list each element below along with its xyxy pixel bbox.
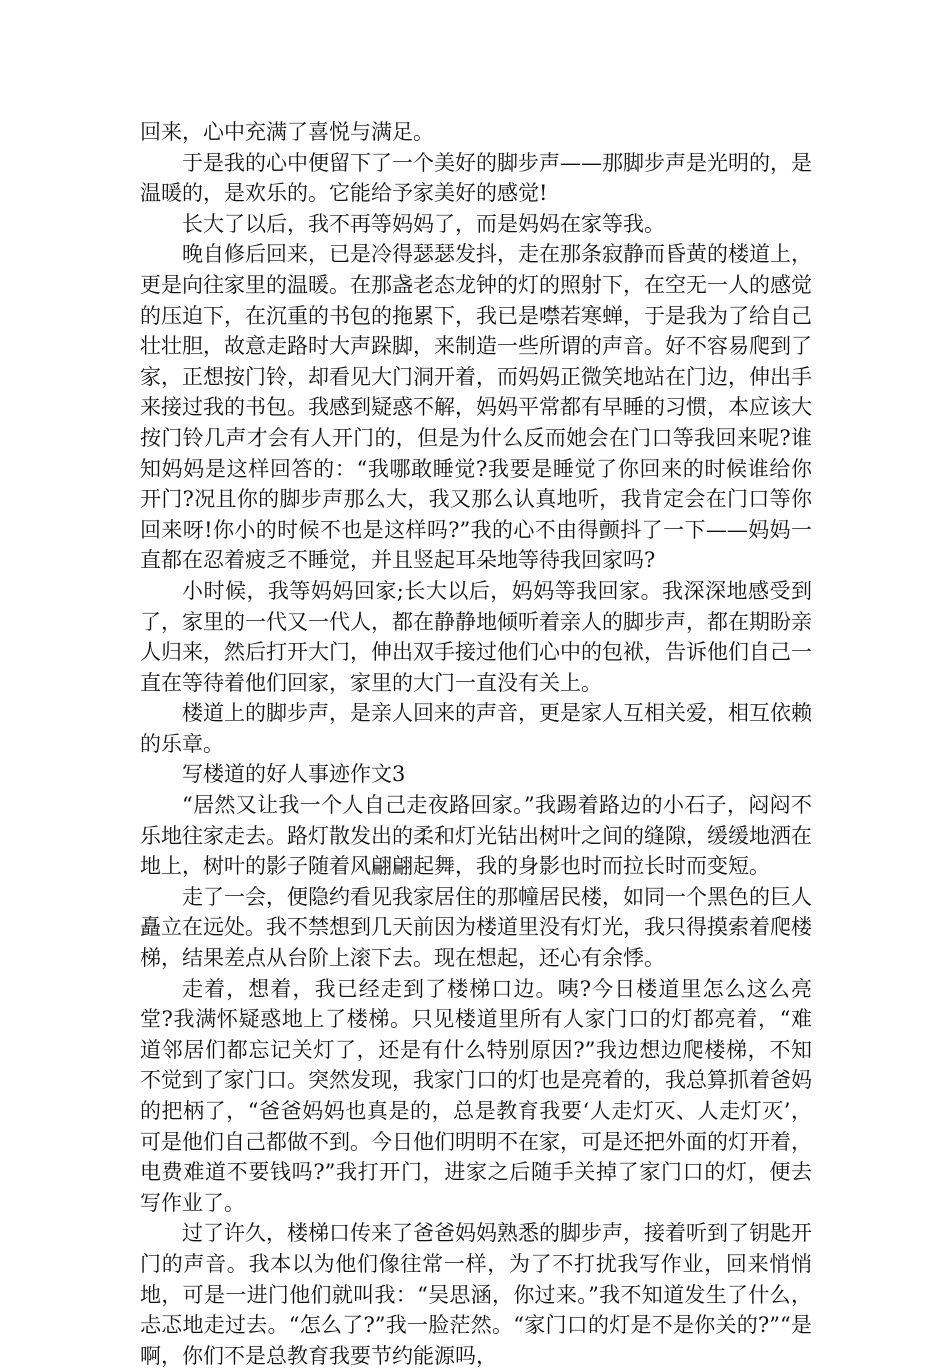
- paragraph-9: 走着，想着，我已经走到了楼梯口边。咦?今日楼道里怎么这么亮堂?我满怀疑惑地上了楼梯。只见楼道里所有人家门口的灯都亮着，“难道邻居们都忘记关灯了，还是有什么特别原因?”我边想边爬楼梯，不知不觉到了家门口。突然发现，我家门口的灯也是亮着的，我总算抓着爸妈的把柄了，“爸爸妈妈也真是的，总是教育我要‘人走灯灭、人走灯灭’，可是他们自己都做不到。今日他们明明不在家，可是还把外面的灯开着，电费难道不要钱吗?”我打开门，进家之后随手关掉了家门口的灯，便去写作业了。: [140, 976, 812, 1215]
- paragraph-7: “居然又让我一个人自己走夜路回家。”我踢着路边的小石子，闷闷不乐地往家走去。路灯散发出的柔和灯光钻出树叶之间的缝隙，缓缓地洒在地上，树叶的影子随着风翩翩起舞，我的身影也时而拉长时而变短。: [140, 793, 812, 879]
- paragraph-10: 过了许久，楼梯口传来了爸爸妈妈熟悉的脚步声，接着听到了钥匙开门的声音。我本以为他们像往常一样，为了不打扰我写作业，回来悄悄地，可是一进门他们就叫我：“吴思涵，你过来。”我不知道发生了什么，忐忑地走过去。“怎么了?”我一脸茫然。“家门口的灯是不是你关的?”“是啊，你们不是总教育我要节约能源吗，: [140, 1221, 812, 1368]
- paragraph-1: 回来，心中充满了喜悦与满足。: [140, 120, 434, 144]
- paragraph-6: 楼道上的脚步声，是亲人回来的声音，更是家人互相关爱，相互依赖的乐章。: [140, 701, 812, 756]
- document-page: [140, 117, 812, 1371]
- paragraph-2: 于是我的心中便留下了一个美好的脚步声——那脚步声是光明的，是温暖的，是欢乐的。它能给予家美好的感觉!: [140, 150, 812, 206]
- paragraph-4: 晚自修后回来，已是冷得瑟瑟发抖，走在那条寂静而昏黄的楼道上，更是向往家里的温暖。在那盏老态龙钟的灯的照射下，在空无一人的感觉的压迫下，在沉重的书包的拖累下，我已是噤若寒蝉，于是我为了给自己壮壮胆，故意走路时大声跺脚，来制造一些所谓的声音。好不容易爬到了家，正想按门铃，却看见大门洞开着，而妈妈正微笑地站在门边，伸出手来接过我的书包。我感到疑惑不解，妈妈平常都有早睡的习惯，本应该大按门铃几声才会有人开门的，但是为什么反而她会在门口等我回来呢?谁知妈妈是这样回答的：“我哪敢睡觉?我要是睡觉了你回来的时候谁给你开门?况且你的脚步声那么大，我又那么认真地听，我肯定会在门口等你回来呀!你小的时候不也是这样吗?”我的心不由得颤抖了一下——妈妈一直都在忍着疲乏不睡觉，并且竖起耳朵地等待我回家吗?: [140, 242, 812, 573]
- paragraph-8: 走了一会，便隐约看见我家居住的那幢居民楼，如同一个黑色的巨人矗立在远处。我不禁想到几天前因为楼道里没有灯光，我只得摸索着爬楼梯，结果差点从台阶上滚下去。现在想起，还心有余悸。: [140, 884, 812, 971]
- paragraph-3: 长大了以后，我不再等妈妈了，而是妈妈在家等我。: [182, 211, 665, 236]
- paragraph-5: 小时候，我等妈妈回家;长大以后，妈妈等我回家。我深深地感受到了，家里的一代又一代人，都在静静地倾听着亲人的脚步声，都在期盼亲人归来，然后打开大门，伸出双手接过他们心中的包袱，告诉他们自己一直在等待着他们回家，家里的大门一直没有关上。: [140, 578, 812, 695]
- section-heading: 写楼道的好人事迹作文3: [182, 762, 406, 787]
